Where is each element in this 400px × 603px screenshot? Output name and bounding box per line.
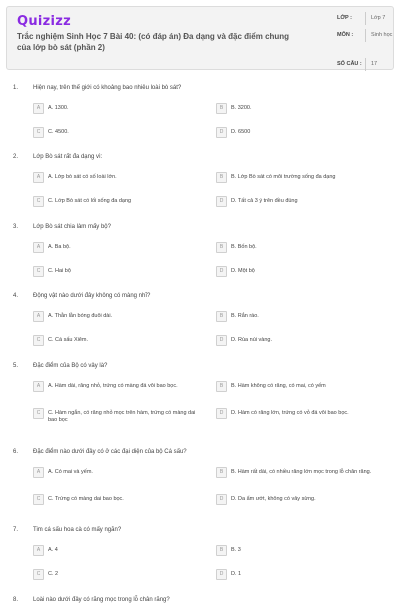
option-text: D. Một bộ [231, 267, 255, 274]
count-value: 17 [371, 61, 378, 67]
divider [365, 29, 366, 42]
question-text: Loài nào dưới đây có răng mọc trong lỗ chân răng? [33, 597, 170, 603]
option-text: B. Bốn bộ. [231, 243, 257, 250]
worksheet-header [6, 6, 394, 70]
count-label: SỐ CÂU : [337, 61, 362, 67]
question-text: Lớp Bò sát rất đa dạng vì: [33, 154, 103, 160]
option-text: D. Tất cả 3 ý trên đều đúng [231, 197, 298, 204]
option-letter-box[interactable]: C [33, 335, 44, 346]
option-text: B. Lớp Bò sát có môi trường sống đa dạng [231, 173, 336, 180]
option-letter-box[interactable]: D [216, 196, 227, 207]
option-letter-box[interactable]: B [216, 172, 227, 183]
question-text: Đặc điểm của Bộ có vảy là? [33, 363, 108, 369]
option-letter-box[interactable]: A [33, 467, 44, 478]
question-text: Hiện nay, trên thế giới có khoảng bao nhiêu loài bò sát? [33, 85, 182, 91]
question-number: 6. [13, 449, 19, 455]
option-text: C. Hàm ngắn, có răng nhỏ mọc trên hàm, trứng có màng dai bao bọc [48, 409, 196, 423]
option-letter-box[interactable]: B [216, 467, 227, 478]
divider [365, 58, 366, 71]
option-text: B. Rắn ráo. [231, 312, 259, 319]
option-letter-box[interactable]: A [33, 311, 44, 322]
question-number: 3. [13, 224, 19, 230]
class-label: LỚP : [337, 15, 352, 21]
option-text: B. Hàm rất dài, có nhiều răng lớn mọc trong lỗ chân răng. [231, 468, 372, 475]
option-text: D. Da ẩm ướt, không có vảy sừng. [231, 495, 316, 502]
option-text: A. Lớp bò sát có số loài lớn. [48, 173, 117, 180]
question-text: Đặc điểm nào dưới đây có ở các đại diện của bộ Cá sấu? [33, 449, 187, 455]
option-letter-box[interactable]: C [33, 494, 44, 505]
option-letter-box[interactable]: D [216, 408, 227, 419]
option-text: B. Hàm không có răng, có mai, có yếm [231, 382, 326, 389]
option-letter-box[interactable]: A [33, 381, 44, 392]
option-letter-box[interactable]: C [33, 266, 44, 277]
option-letter-box[interactable]: C [33, 196, 44, 207]
option-letter-box[interactable]: D [216, 494, 227, 505]
option-text: D. 1 [231, 570, 242, 577]
option-letter-box[interactable]: B [216, 311, 227, 322]
option-text: A. Hàm dài, răng nhỏ, trứng có màng đá vôi bao bọc. [48, 382, 178, 389]
option-text: C. Hai bộ [48, 267, 71, 274]
option-text: C. Lớp Bò sát có lối sống đa dạng [48, 197, 132, 204]
option-letter-box[interactable]: A [33, 242, 44, 253]
option-letter-box[interactable]: B [216, 103, 227, 114]
question-number: 2. [13, 154, 19, 160]
option-text: A. Ba bộ. [48, 243, 71, 250]
option-text: A. Có mai và yếm. [48, 468, 93, 475]
option-letter-box[interactable]: B [216, 242, 227, 253]
option-text: D. Rùa núi vàng. [231, 336, 272, 343]
option-letter-box[interactable]: B [216, 381, 227, 392]
subject-value: Sinh học [371, 32, 393, 38]
option-letter-box[interactable]: D [216, 569, 227, 580]
option-text: A. 4 [48, 546, 58, 553]
option-text: B. 3 [231, 546, 241, 553]
question-text: Lớp Bò sát chia làm mấy bộ? [33, 224, 111, 230]
option-letter-box[interactable]: C [33, 408, 44, 419]
question-number: 5. [13, 363, 19, 369]
question-text: Động vật nào dưới đây không có màng nhĩ? [33, 293, 151, 299]
option-text: D. 6500 [231, 128, 251, 135]
divider [365, 12, 366, 25]
subject-label: MÔN : [337, 32, 354, 38]
question-number: 7. [13, 527, 19, 533]
quizizz-logo[interactable]: Quizizz [17, 14, 72, 29]
option-letter-box[interactable]: A [33, 172, 44, 183]
option-text: C. 2 [48, 570, 59, 577]
question-number: 8. [13, 597, 19, 603]
worksheet-title: Trắc nghiệm Sinh Học 7 Bài 40: (có đáp án) Đa dạng và đặc điểm chung của lớp bò sát (phần 2) [17, 32, 290, 52]
option-text: C. 4500. [48, 128, 69, 135]
option-letter-box[interactable]: B [216, 545, 227, 556]
option-text: A. Thằn lằn bóng đuôi dài. [48, 312, 113, 319]
class-value: Lớp 7 [371, 15, 386, 21]
question-text: Tim cá sấu hoa cà có mấy ngăn? [33, 527, 122, 533]
option-letter-box[interactable]: A [33, 545, 44, 556]
option-letter-box[interactable]: D [216, 127, 227, 138]
option-text: B. 3200. [231, 104, 252, 111]
option-letter-box[interactable]: A [33, 103, 44, 114]
option-letter-box[interactable]: C [33, 569, 44, 580]
question-number: 1. [13, 85, 19, 91]
option-letter-box[interactable]: C [33, 127, 44, 138]
option-letter-box[interactable]: D [216, 335, 227, 346]
option-letter-box[interactable]: D [216, 266, 227, 277]
question-number: 4. [13, 293, 19, 299]
option-text: C. Trứng có màng dai bao bọc. [48, 495, 124, 502]
option-text: A. 1300. [48, 104, 69, 111]
option-text: C. Cá sấu Xiêm. [48, 336, 89, 343]
option-text: D. Hàm có răng lớn, trứng có vỏ đá vôi bao bọc. [231, 409, 349, 416]
